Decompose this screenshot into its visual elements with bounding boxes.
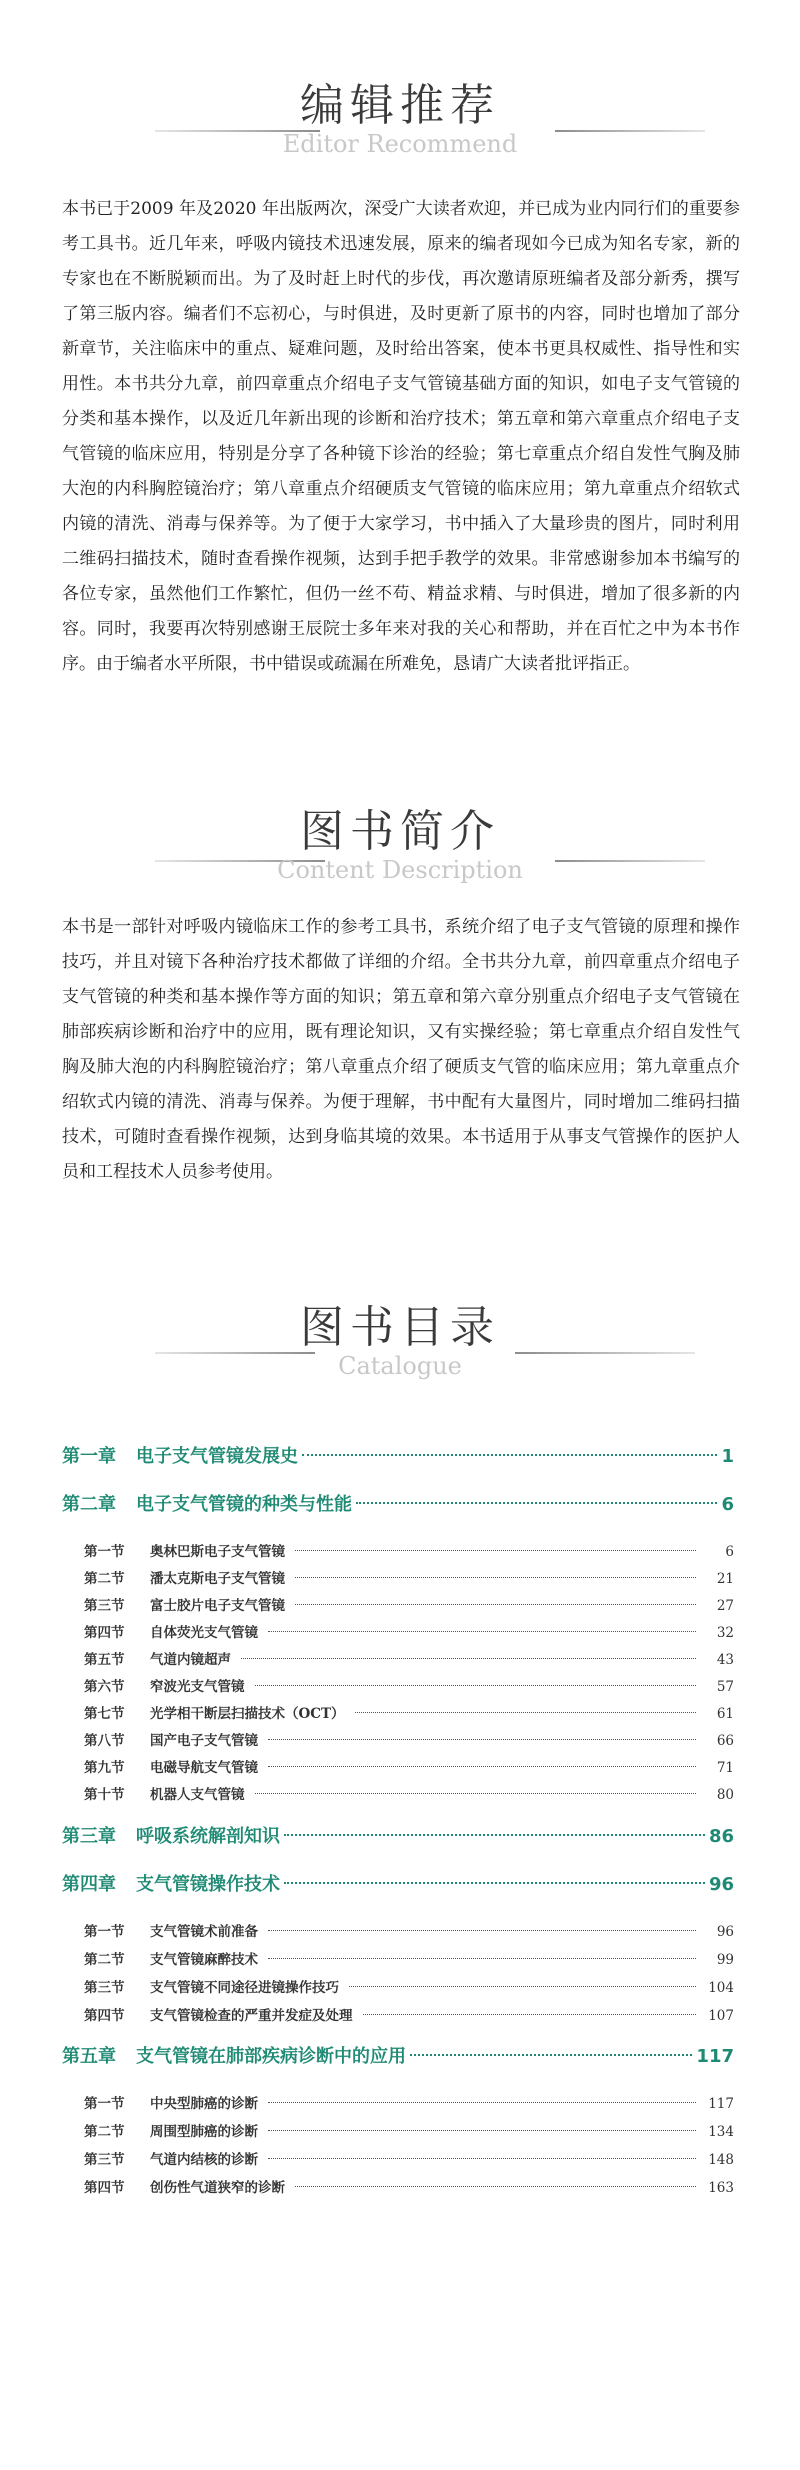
toc-section[interactable]: 第六节 窄波光支气管镜 57 xyxy=(84,1679,734,1695)
toc-chapter[interactable]: 第一章 电子支气管镜发展史 1 xyxy=(62,1446,734,1467)
toc-section[interactable]: 第一节 中央型肺癌的诊断 117 xyxy=(84,2096,734,2112)
toc-section[interactable]: 第一节 奥林巴斯电子支气管镜 6 xyxy=(84,1544,734,1560)
toc-chapter[interactable]: 第三章 呼吸系统解剖知识 86 xyxy=(62,1826,734,1847)
dot-leader xyxy=(268,1930,696,1931)
dot-leader xyxy=(349,1986,696,1987)
toc-section[interactable]: 第八节 国产电子支气管镜 66 xyxy=(84,1733,734,1749)
toc-section[interactable]: 第三节 支气管镜不同途径进镜操作技巧 104 xyxy=(84,1980,734,1996)
dot-leader xyxy=(302,1454,717,1456)
toc-section[interactable]: 第四节 创伤性气道狭窄的诊断 163 xyxy=(84,2180,734,2196)
section-title: 图书目录 xyxy=(300,1302,500,1353)
toc-section[interactable]: 第三节 气道内结核的诊断 148 xyxy=(84,2152,734,2168)
dot-leader xyxy=(284,1834,705,1836)
toc-chapter[interactable]: 第二章 电子支气管镜的种类与性能 6 xyxy=(62,1494,734,1515)
toc-section[interactable]: 第四节 支气管镜检查的严重并发症及处理 107 xyxy=(84,2008,734,2024)
dot-leader xyxy=(241,1658,696,1659)
editor-recommend-text: 本书已于2009 年及2020 年出版两次，深受广大读者欢迎，并已成为业内同行们的重要参考工具书。近几年来，呼吸内镜技术迅速发展，原来的编者现如今已成为知名专家，新的专家也在不断脱颖而出。为了及时赶上时代的步伐，再次邀请原班编者及部分新秀，撰写了第三版内容。编者们不忘初心，与时俱进，及时更新了原书的内容，同时也增加了部分新章节，关注临床中的重点、疑难问题，及时给出答案，使本书更具权威性、指导性和实用性。本书共分九章，前四章重点介绍电子支气管镜基础方面的知识，如电子支气管镜的分类和基本操作，以及近几年新出现的诊断和治疗技术；第五章和第六章重点介绍电子支气管镜的临床应用，特别是分享了各种镜下诊治的经验；第七章重点介绍自发性气胸及肺大泡的内科胸腔镜治疗；第八章重点介绍硬质支气管镜的临床应用；第九章重点介绍软式内镜的清洗、消毒与保养等。为了便于大家学习，书中插入了大量珍贵的图片，同时利用二维码扫描技术，随时查看操作视频，达到手把手教学的效果。非常感谢参加本书编写的各位专家，虽然他们工作繁忙，但仍一丝不苟、精益求精、与时俱进，增加了很多新的内容。同时，我要再次特别感谢王辰院士多年来对我的关心和帮助，并在百忙之中为本书作序。由于编者水平所限，书中错误或疏漏在所难免，恳请广大读者批评指正。 xyxy=(62,199,740,674)
toc-section[interactable]: 第九节 电磁导航支气管镜 71 xyxy=(84,1760,734,1776)
section-subtitle: Catalogue xyxy=(338,1352,462,1380)
section-subtitle: Editor Recommend xyxy=(282,130,518,158)
dot-leader xyxy=(410,2054,692,2056)
dot-leader xyxy=(268,1739,696,1740)
dot-leader xyxy=(284,1882,705,1884)
dot-leader xyxy=(255,1793,697,1794)
content-description-text: 本书是一部针对呼吸内镜临床工作的参考工具书，系统介绍了电子支气管镜的原理和操作技巧，并且对镜下各种治疗技术都做了详细的介绍。全书共分九章，前四章重点介绍电子支气管镜的种类和基本操作等方面的知识；第五章和第六章分别重点介绍电子支气管镜在肺部疾病诊断和治疗中的应用，既有理论知识，又有实操经验；第七章重点介绍自发性气胸及肺大泡的内科胸腔镜治疗；第八章重点介绍了硬质支气管的临床应用；第九章重点介绍软式内镜的清洗、消毒与保养。为便于理解，书中配有大量图片，同时增加二维码扫描技术，可随时查看操作视频，达到身临其境的效果。本书适用于从事支气管操作的医护人员和工程技术人员参考使用。 xyxy=(62,917,740,1182)
toc-section[interactable]: 第七节 光学相干断层扫描技术（OCT） 61 xyxy=(84,1706,734,1722)
toc-section[interactable]: 第四节 自体荧光支气管镜 32 xyxy=(84,1625,734,1641)
dot-leader xyxy=(268,2102,696,2103)
content-description-header xyxy=(0,804,800,884)
toc-chapter[interactable]: 第四章 支气管镜操作技术 96 xyxy=(62,1874,734,1895)
dot-leader xyxy=(363,2014,697,2015)
section-title: 图书简介 xyxy=(300,806,500,857)
dot-leader xyxy=(255,1685,697,1686)
catalogue-header xyxy=(0,1300,800,1380)
dot-leader xyxy=(268,2130,696,2131)
dot-leader xyxy=(355,1712,696,1713)
section-title: 编辑推荐 xyxy=(300,80,500,131)
toc-section[interactable]: 第二节 周围型肺癌的诊断 134 xyxy=(84,2124,734,2140)
dot-leader xyxy=(268,1958,696,1959)
dot-leader xyxy=(268,1631,696,1632)
toc-section[interactable]: 第二节 潘太克斯电子支气管镜 21 xyxy=(84,1571,734,1587)
dot-leader xyxy=(268,2158,696,2159)
section-subtitle: Content Description xyxy=(277,856,523,884)
dot-leader xyxy=(295,1550,696,1551)
toc-section[interactable]: 第一节 支气管镜术前准备 96 xyxy=(84,1924,734,1940)
toc-section[interactable]: 第三节 富士胶片电子支气管镜 27 xyxy=(84,1598,734,1614)
toc-section[interactable]: 第五节 气道内镜超声 43 xyxy=(84,1652,734,1668)
toc-section[interactable]: 第十节 机器人支气管镜 80 xyxy=(84,1787,734,1803)
dot-leader xyxy=(295,1577,696,1578)
dot-leader xyxy=(295,2186,696,2187)
toc-chapter[interactable]: 第五章 支气管镜在肺部疾病诊断中的应用 117 xyxy=(62,2046,734,2067)
editor-recommend-header xyxy=(0,78,800,158)
toc-section[interactable]: 第二节 支气管镜麻醉技术 99 xyxy=(84,1952,734,1968)
dot-leader xyxy=(356,1502,717,1504)
dot-leader xyxy=(295,1604,696,1605)
dot-leader xyxy=(268,1766,696,1767)
